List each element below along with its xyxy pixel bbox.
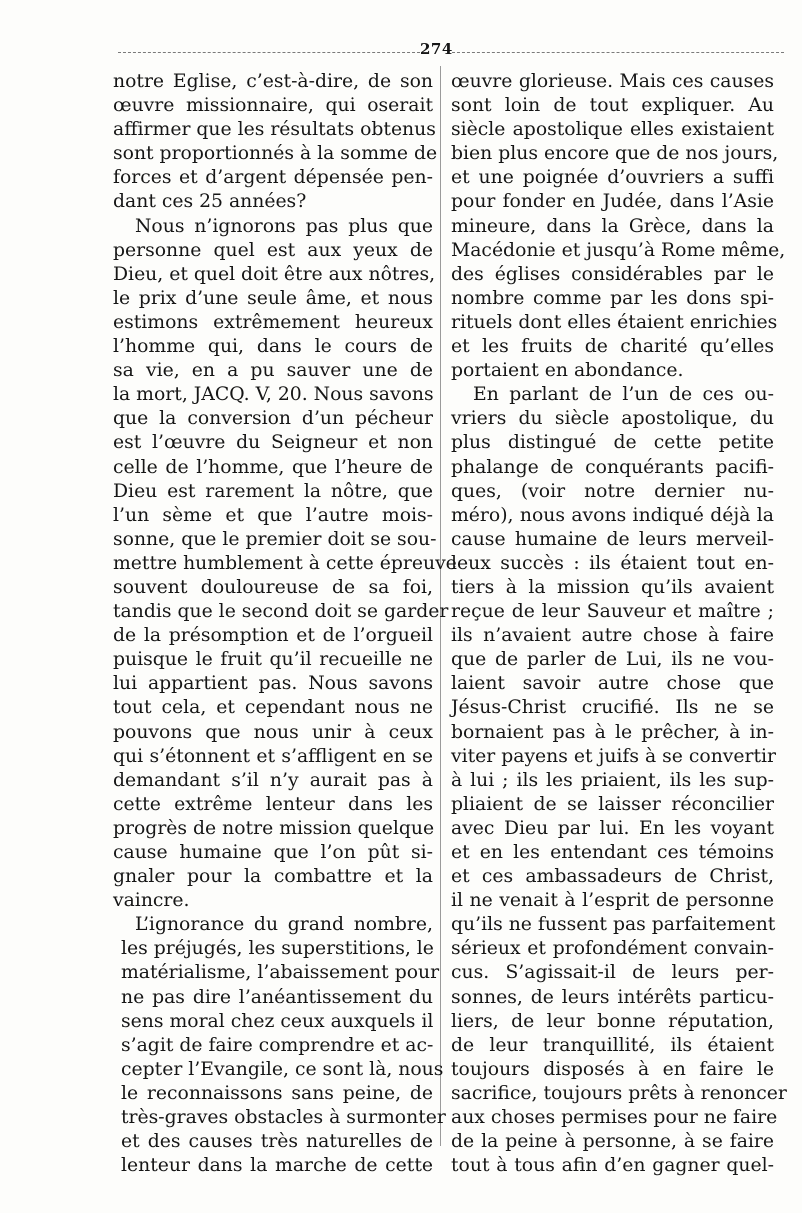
text-line: cette extrême lenteur dans les — [113, 793, 433, 815]
text-line: portaient en abondance. — [451, 360, 684, 382]
text-line: siècle apostolique elles existaient — [451, 119, 774, 141]
text-line: et ces ambassadeurs de Christ, — [451, 866, 774, 888]
text-line: sont loin de tout expliquer. Au — [451, 95, 774, 117]
text-line: sacrifice, toujours prêts à renoncer — [451, 1082, 787, 1104]
page-number: 274 — [420, 40, 453, 58]
text-line: demandant s’il n’y aurait pas à — [113, 769, 433, 791]
text-line: pliaient de se laisser réconcilier — [451, 793, 774, 815]
text-line: affirmer que les résultats obtenus — [113, 119, 436, 141]
text-line: forces et d’argent dépensée pen- — [113, 167, 433, 189]
paragraph-start-line: Nous n’ignorons pas plus que — [135, 215, 433, 237]
text-line: Macédonie et jusqu’à Rome même, — [451, 239, 786, 261]
text-line: tandis que le second doit se garder — [113, 601, 449, 623]
text-line: lenteur dans la marche de cette — [121, 1155, 433, 1177]
text-line: vaincre. — [113, 890, 190, 912]
text-line: plus distingué de cette petite — [451, 432, 774, 454]
text-line: œuvre glorieuse. Mais ces causes — [451, 71, 774, 92]
text-line: pour fonder en Judée, dans l’Asie — [451, 191, 774, 213]
text-line: puisque le fruit qu’il recueille ne — [113, 649, 433, 671]
text-line: leux succès : ils étaient tout en- — [451, 552, 774, 574]
text-line: cus. S’agissait-il de leurs per- — [451, 962, 774, 984]
text-line: mettre humblement à cette épreuve — [113, 552, 457, 574]
text-line: sonnes, de leurs intérêts particu- — [451, 986, 774, 1008]
text-line: de leur tranquillité, ils étaient — [451, 1034, 774, 1056]
text-line: le reconnaissons sans peine, de — [121, 1082, 433, 1104]
text-line: estimons extrêmement heureux — [113, 311, 433, 333]
text-line: l’homme qui, dans le cours de — [113, 336, 433, 358]
text-line: mineure, dans la Grèce, dans la — [451, 215, 774, 237]
text-line: qu’ils ne fussent pas parfaitement — [451, 914, 776, 936]
text-line: rituels dont elles étaient enrichies — [451, 311, 778, 333]
text-line: et une poignée d’ouvriers a suffi — [451, 167, 774, 189]
text-line: lui appartient pas. Nous savons — [113, 673, 433, 695]
text-line: avec Dieu par lui. En les voyant — [451, 817, 774, 839]
paragraph-start-line: En parlant de l’un de ces ou- — [473, 384, 774, 406]
text-line: méro), nous avons indiqué déjà la — [451, 504, 774, 526]
text-line: l’un sème et que l’autre mois- — [113, 504, 433, 526]
text-line: très-graves obstacles à surmonter — [121, 1107, 446, 1129]
text-line: progrès de notre mission quelque — [113, 817, 435, 839]
text-line: tout cela, et cependant nous ne — [113, 697, 433, 719]
text-line: notre Eglise, c’est-à-dire, de son — [113, 71, 433, 92]
text-line: bornaient pas à le prêcher, à in- — [451, 721, 774, 743]
text-line: il ne venait à l’esprit de personne — [451, 890, 774, 912]
text-line: de la présomption et de l’orgueil — [113, 625, 433, 647]
text-line: des églises considérables par le — [451, 263, 774, 285]
text-line: tout à tous afin d’en gagner quel- — [451, 1155, 774, 1177]
text-line: gnaler pour la combattre et la — [113, 866, 433, 888]
paragraph-start-line: L’ignorance du grand nombre, — [135, 914, 433, 936]
text-line: viter payens et juifs à se convertir — [451, 745, 777, 767]
text-line: cause humaine que l’on pût si- — [113, 842, 433, 863]
text-line: sa vie, en a pu sauver une de — [113, 360, 433, 382]
text-line: phalange de conquérants pacifi- — [451, 456, 774, 478]
text-line: sonne, que le premier doit se sou- — [113, 528, 437, 550]
text-line: Dieu est rarement la nôtre, que — [113, 480, 433, 502]
text-line: que de parler de Lui, ils ne vou- — [451, 649, 774, 671]
text-line: qui s’étonnent et s’affligent en se — [113, 745, 433, 767]
text-line: liers, de leur bonne réputation, — [451, 1010, 774, 1032]
right-column — [451, 70, 787, 1178]
text-line: est l’œuvre du Seigneur et non — [113, 432, 433, 454]
text-line: pouvons que nous unir à ceux — [113, 721, 433, 743]
text-line: à lui ; ils les priaient, ils les sup- — [451, 769, 774, 791]
text-line: de la peine à personne, à se faire — [451, 1131, 774, 1153]
text-line: cepter l’Evangile, ce sont là, nous — [121, 1058, 444, 1080]
text-line: s’agit de faire comprendre et ac- — [121, 1034, 434, 1056]
text-line: reçue de leur Sauveur et maître ; — [451, 601, 774, 623]
text-line: sens moral chez ceux auxquels il — [121, 1010, 434, 1032]
header-rule-left — [118, 52, 420, 53]
text-line: vriers du siècle apostolique, du — [451, 408, 774, 430]
text-line: dant ces 25 années? — [113, 191, 307, 213]
text-line: celle de l’homme, que l’heure de — [113, 456, 433, 478]
header-rule-right — [452, 52, 784, 53]
text-line: sérieux et profondément convain- — [451, 938, 774, 960]
text-line: laient savoir autre chose que — [451, 673, 774, 695]
text-line: toujours disposés à en faire le — [451, 1058, 774, 1080]
text-line: cause humaine de leurs merveil- — [451, 528, 774, 550]
text-line: nombre comme par les dons spi- — [451, 287, 774, 309]
text-line: et en les entendant ces témoins — [451, 842, 774, 863]
text-line: matérialisme, l’abaissement pour — [121, 962, 440, 984]
text-line: et les fruits de charité qu’elles — [451, 336, 774, 358]
text-line: tiers à la mission qu’ils avaient — [451, 576, 774, 598]
text-line: sont proportionnés à la somme de — [113, 143, 438, 165]
text-line: le prix d’une seule âme, et nous — [113, 287, 433, 309]
text-line: souvent douloureuse de sa foi, — [113, 576, 433, 598]
text-line: œuvre missionnaire, qui oserait — [113, 95, 433, 117]
text-line: Dieu, et quel doit être aux nôtres, — [113, 263, 436, 285]
text-line: personne quel est aux yeux de — [113, 239, 433, 261]
text-line: et des causes très naturelles de — [121, 1131, 433, 1153]
text-line: ne pas dire l’anéantissement du — [121, 986, 433, 1008]
text-line: ils n’avaient autre chose à faire — [451, 625, 774, 647]
text-line: bien plus encore que de nos jours, — [451, 143, 779, 165]
text-line: aux choses permises pour ne faire — [451, 1107, 778, 1129]
text-line: que la conversion d’un pécheur — [113, 408, 433, 430]
text-line: la mort, JACQ. V, 20. Nous savons — [113, 384, 434, 406]
text-line: Jésus-Christ crucifié. Ils ne se — [451, 697, 774, 719]
text-line: ques, (voir notre dernier nu- — [451, 480, 774, 502]
text-line: les préjugés, les superstitions, le — [121, 938, 434, 960]
left-column — [113, 70, 457, 1178]
